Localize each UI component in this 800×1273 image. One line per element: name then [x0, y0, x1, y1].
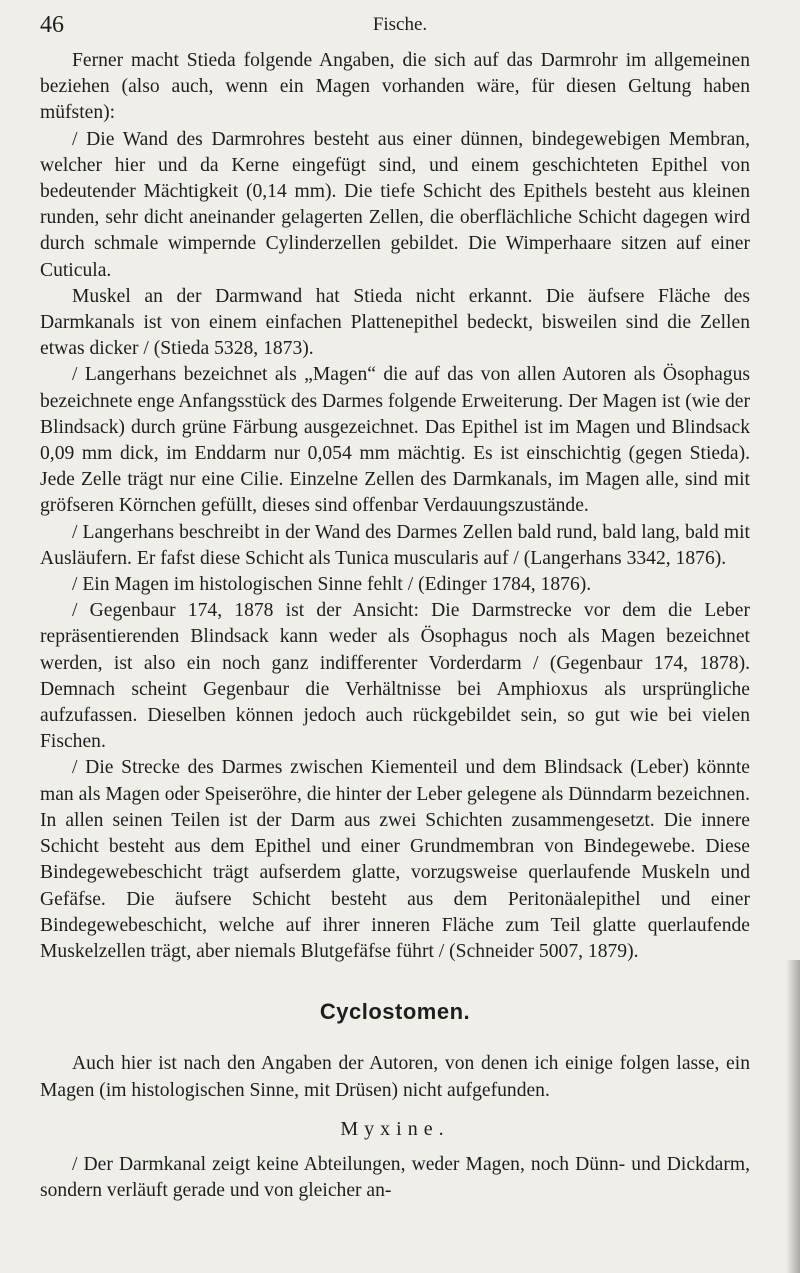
paragraph: / Ein Magen im histologischen Sinne fehlt / (Edinger 1784, 1876). [72, 574, 592, 596]
page-edge-shadow [786, 960, 800, 1273]
paragraph: / Gegenbaur 174, 1878 ist der Ansicht: Die Darmstrecke vor dem die Leber repräsentierenden Blindsack kann weder als Ösophagus noch als Magen bezeichnet werden, ist also ein noch ganz indifferenter Vorderdarm / (Gegenbaur 174, 1878). Demnach scheint Gegenbaur die Verhältnisse bei Amphioxus als ursprüngliche aufzufassen. Dieselben können jedoch auch rückgebildet sein, so gut wie bei vielen Fischen. [40, 600, 750, 753]
page-header [40, 8, 760, 42]
body-text [40, 48, 750, 1204]
section-heading: Cyclostomen. [319, 999, 471, 1025]
paragraph: / Die Wand des Darmrohres besteht aus einer dünnen, bindegewebigen Membran, welcher hier und da Kerne eingefügt sind, und einem geschichteten Epithel von bedeutender Mächtigkeit (0,14 mm). Die tiefe Schicht des Epithels besteht aus kleinen runden, sehr dicht aneinander gelagerten Zellen, die oberflächliche Schicht dagegen wird durch schmale wimpernde Cylinderzellen gebildet. Die Wimperhaare sitzen auf einer Cuticula. [40, 128, 750, 281]
paragraph: Auch hier ist nach den Angaben der Autoren, von denen ich einige folgen lasse, ein Magen (im histologischen Sinne, mit Drüsen) nicht aufgefunden. [40, 1053, 750, 1101]
paragraph: / Langerhans bezeichnet als „Magen“ die auf das von allen Autoren als Ösophagus bezeichnete enge Anfangsstück des Darmes folgende Erweiterung. Der Magen ist (wie der Blindsack) durch grüne Färbung ausgezeichnet. Das Epithel ist im Magen und Blindsack 0,09 mm dick, im Enddarm nur 0,054 mm mächtig. Es ist einschichtig (gegen Stieda). Jede Zelle trägt nur eine Cilie. Einzelne Zellen des Darmkanals, im Magen alle, sind mit gröfseren Körnchen gefüllt, dieses sind offenbar Verdauungszustände. [40, 364, 750, 517]
paragraph: Ferner macht Stieda folgende Angaben, die sich auf das Darmrohr im allgemeinen beziehen (also auch, wenn ein Magen vorhanden wäre, für diesen Geltung haben müfsten): [40, 50, 750, 124]
paragraph: Muskel an der Darmwand hat Stieda nicht erkannt. Die äufsere Fläche des Darmkanals ist von einem einfachen Plattenepithel bedeckt, bisweilen sind die Zellen etwas dicker / (Stieda 5328, 1873). [40, 285, 750, 360]
page-number: 46 [40, 12, 64, 38]
subheading: Myxine. [340, 1117, 450, 1140]
paragraph: / Die Strecke des Darmes zwischen Kiementeil und dem Blindsack (Leber) könnte man als Magen oder Speiseröhre, die hinter der Leber gelegene als Dünndarm bezeichnen. In allen seinen Teilen ist der Darm aus zwei Schichten zusammengesetzt. Die innere Schicht besteht aus dem Epithel und einer Grundmembran von Bindegewebe. Diese Bindegewebeschicht trägt aufserdem glatte, vorzugsweise querlaufende Muskeln und Gefäfse. Die äufsere Schicht besteht aus dem Peritonäalepithel und einer Bindegewebeschicht, welche auf ihrer inneren Fläche zum Teil glatte querlaufende Muskelzellen trägt, aber niemals Blutgefäfse führt / (Schneider 5007, 1879). [40, 757, 750, 962]
paragraph: / Langerhans beschreibt in der Wand des Darmes Zellen bald rund, bald lang, bald mit Ausläufern. Er fafst diese Schicht als Tunica muscularis auf / (Langerhans 3342, 1876). [40, 521, 750, 569]
running-title: Fische. [372, 14, 428, 35]
paragraph: / Der Darmkanal zeigt keine Abteilungen, weder Magen, noch Dünn- und Dickdarm, sondern verläuft gerade und von gleicher an- [40, 1153, 750, 1202]
